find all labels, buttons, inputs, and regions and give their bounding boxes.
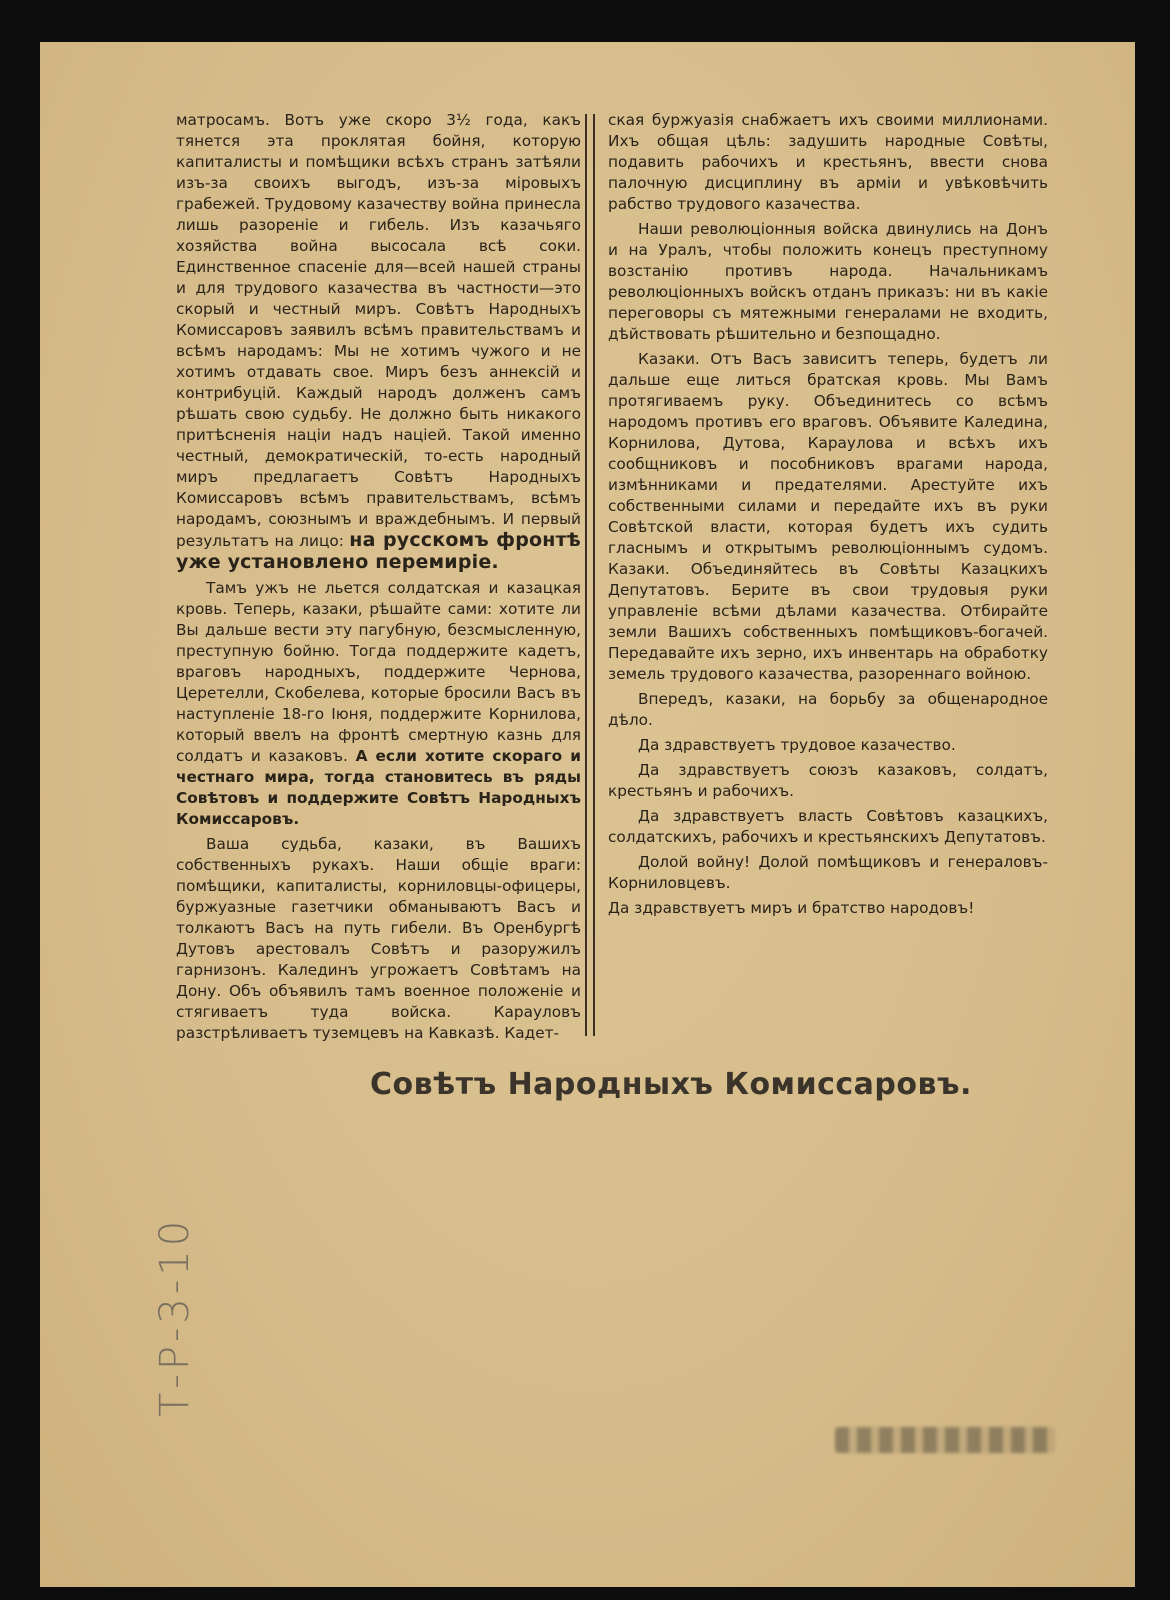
signature: Совѣтъ Народныхъ Комиссаровъ. [370,1067,972,1102]
paragraph: Долой войну! Долой помѣщиковъ и генераловъ-Корниловцевъ. [608,853,1048,892]
paragraph [176,578,581,830]
paragraph [176,110,581,574]
bold-statement: А если хотите скораго и честнаго мира, тогда становитесь въ ряды Совѣтовъ и поддержите Совѣтъ Народныхъ Комиссаровъ. [176,747,581,828]
archive-mark: Т-Р-3-10 [152,1216,198,1417]
paragraph: Да здравствуетъ миръ и братство народовъ! [608,899,975,917]
paragraph: ская буржуазія снабжаетъ ихъ своими миллионами. Ихъ общая цѣль: задушить народные Совѣты, подавить рабочихъ и крестьянъ, ввести снова палочную дисциплину въ арміи и увѣковѣчить рабство трудового казачества. [608,111,1048,213]
paragraph-text: Тамъ ужъ не льется солдатская и казацкая кровь. Теперь, казаки, рѣшайте сами: хотите ли Вы дальше вести эту пагубную, безсмысленную, преступную бойню. Тогда поддержите кадетъ, враговъ народныхъ, поддержите Чернова, Церетелли, Скобелева, которые бросили Васъ въ наступленіе 18-го Іюня, поддержите Корнилова, который ввелъ на фронтѣ смертную казнь для солдатъ и казаковъ. [176,579,581,765]
paragraph: Да здравствуетъ трудовое казачество. [638,736,956,754]
ink-smudge [835,1427,1055,1453]
paragraph: Да здравствуетъ власть Совѣтовъ казацкихъ, солдатскихъ, рабочихъ и крестьянскихъ Депутатовъ. [608,807,1048,846]
paragraph: Впередъ, казаки, на борьбу за общенародное дѣло. [608,690,1048,729]
paragraph: Ваша судьба, казаки, въ Вашихъ собственныхъ рукахъ. Наши общіе враги: помѣщики, капиталисты, корниловцы-офицеры, буржуазные газетчики обманываютъ Васъ и толкаютъ Васъ на путь гибели. Въ Оренбургѣ Дутовъ арестовалъ Совѣтъ и разоружилъ гарнизонъ. Калединъ угрожаетъ Совѣтамъ на Дону. Объ объявилъ тамъ военное положеніе и стягиваетъ туда войска. Карауловъ разстрѣливаетъ туземцевъ на Кавказѣ. Кадет- [176,835,581,1042]
right-column [608,110,1048,919]
left-column [176,110,581,1044]
document-sheet [40,42,1135,1587]
paragraph-text: матросамъ. Вотъ уже скоро 3½ года, какъ тянется эта проклятая бойня, которую капиталисты и помѣщики всѣхъ странъ затѣяли изъ-за своихъ выгодъ, изъ-за мiровыхъ грабежей. Трудовому казачеству война принесла лишь разореніе и гибель. Изъ казачьяго хозяйства война высосала всѣ соки. Единственное спасеніе для—всей нашей страны и для трудового казачества въ частности—это скорый и честный миръ. Совѣтъ Народныхъ Комиссаровъ заявилъ всѣмъ правительствамъ и всѣмъ народамъ: Мы не хотимъ чужого и не хотимъ отдавать свое. Миръ безъ аннексій и контрибуцій. Каждый народъ долженъ самъ рѣшать свою судьбу. Не должно быть никакого притѣсненія націи надъ націей. Такой именно честный, демократическій, то-есть народный миръ предлагаетъ Совѣтъ Народныхъ Комиссаровъ всѣмъ правительствамъ, всѣмъ народамъ, союзнымъ и враждебнымъ. И первый результатъ на лицо: [176,111,581,550]
column-divider [585,114,595,1036]
paragraph: Да здравствуетъ союзъ казаковъ, солдатъ, крестьянъ и рабочихъ. [608,761,1048,800]
bold-statement: на русскомъ фронтѣ уже установлено перемиріе. [176,529,581,573]
paragraph: Казаки. Отъ Васъ зависитъ теперь, будетъ ли дальше еще литься братская кровь. Мы Вамъ протягиваемъ руку. Объединитесь со всѣмъ народомъ противъ его враговъ. Объявите Каледина, Корнилова, Дутова, Караулова и всѣхъ ихъ сообщниковъ и пособниковъ врагами народа, измѣнниками и предателями. Арестуйте ихъ собственными силами и передайте ихъ въ руки Совѣтской власти, которая будетъ ихъ судить гласнымъ и открытымъ революціоннымъ судомъ. Казаки. Объединяйтесь въ Совѣты Казацкихъ Депутатовъ. Берите въ свои трудовыя руки управленіе всѣми дѣлами казачества. Отбирайте земли Вашихъ собственныхъ помѣщиковъ-богачей. Передавайте ихъ зерно, ихъ инвентарь на обработку земель трудового казачества, разореннаго войною. [608,350,1048,683]
paragraph: Наши революціонныя войска двинулись на Донъ и на Уралъ, чтобы положить конецъ преступному возстанію противъ народа. Начальникамъ революціонныхъ войскъ отданъ приказъ: ни въ какіе переговоры съ мятежными генералами не входить, дѣйствовать рѣшительно и безпощадно. [608,220,1048,343]
